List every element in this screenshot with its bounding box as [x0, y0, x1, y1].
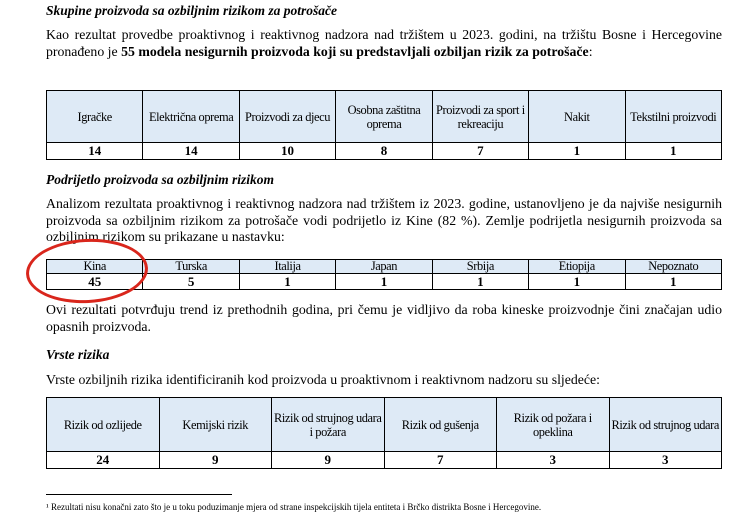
value-cell: 3 [609, 452, 722, 469]
footnote-divider [46, 494, 232, 495]
header-cell: Kemijski rizik [159, 398, 272, 452]
paragraph-origin-intro: Analizom rezultata proaktivnog i reaktivnog nadzora nad tržištem iz 2023. godine, ustanovljeno je da najviše nesigurnih proizvoda sa ozbiljnim rizikom za potrošače vodi podrijetlo iz Kine (82 %). Zemlje podrijetla nesigurnih proizvoda sa ozbiljnim rizikom su prikazane u nastavku: [46, 196, 722, 245]
header-cell: Rizik od strujnog udara [609, 398, 722, 452]
origin-table [46, 259, 722, 290]
header-cell: Tekstilni proizvodi [625, 91, 721, 143]
header-cell: Nepoznato [625, 260, 721, 274]
value-cell: 1 [625, 274, 721, 290]
value-cell: 1 [529, 274, 625, 290]
footnote: ¹ Rezultati nisu konačni zato što je u toku poduzimanje mjera od strane inspekcijskih tijela entiteta i Brčko distrikta Bosne i Hercegovine. [46, 502, 542, 512]
value-cell: 9 [159, 452, 272, 469]
product-groups-table [46, 90, 722, 160]
value-cell: 7 [384, 452, 497, 469]
value-cell: 7 [432, 143, 528, 160]
header-cell: Etiopija [529, 260, 625, 274]
table-value-row [47, 143, 722, 160]
value-cell: 1 [625, 143, 721, 160]
section-heading-risk-types: Vrste rizika [46, 347, 110, 362]
paragraph-product-groups-intro [46, 27, 722, 60]
header-cell: Italija [239, 260, 335, 274]
intro-bold-text: 55 modela nesigurnih proizvoda koji su predstavljali ozbiljan rizik za potrošače [121, 43, 589, 59]
header-cell: Rizik od strujnog udara i požara [272, 398, 385, 452]
header-cell: Rizik od gušenja [384, 398, 497, 452]
header-cell: Nakit [529, 91, 625, 143]
value-cell: 1 [239, 274, 335, 290]
paragraph-risk-types-intro: Vrste ozbiljnih rizika identificiranih kod proizvoda u proaktivnom i reaktivnom nadzoru su sljedeće: [46, 372, 600, 387]
value-cell: 24 [47, 452, 160, 469]
header-cell: Igračke [47, 91, 143, 143]
header-cell: Kina [47, 260, 143, 274]
header-cell: Japan [336, 260, 432, 274]
value-cell: 14 [143, 143, 239, 160]
intro-text: Kao rezultat provedbe proaktivnog i reaktivnog nadzora nad tržištem u 2023. godini, na tržištu Bosne i Hercegovine pronađeno je [46, 27, 722, 59]
risk-types-table [46, 397, 722, 469]
section-heading-origin: Podrijetlo proizvoda sa ozbiljnim rizikom [46, 172, 275, 187]
table-value-row [47, 452, 722, 469]
value-cell: 10 [239, 143, 335, 160]
table-header-row [47, 398, 722, 452]
value-cell: 14 [47, 143, 143, 160]
table-header-row [47, 91, 722, 143]
value-cell: 9 [272, 452, 385, 469]
value-cell: 45 [47, 274, 143, 290]
header-cell: Proizvodi za sport i rekreaciju [432, 91, 528, 143]
value-cell: 5 [143, 274, 239, 290]
value-cell: 8 [336, 143, 432, 160]
table-value-row [47, 274, 722, 290]
header-cell: Rizik od požara i opeklina [497, 398, 610, 452]
header-cell: Turska [143, 260, 239, 274]
paragraph-origin-outro: Ovi rezultati potvrđuju trend iz prethodnih godina, pri čemu je vidljivo da roba kineske proizvodnje čini značajan udio opasnih proizvoda. [46, 302, 722, 334]
header-cell: Proizvodi za djecu [239, 91, 335, 143]
value-cell: 1 [336, 274, 432, 290]
header-cell: Rizik od ozlijede [47, 398, 160, 452]
header-cell: Srbija [432, 260, 528, 274]
header-cell: Osobna zaštitna oprema [336, 91, 432, 143]
value-cell: 1 [432, 274, 528, 290]
intro-colon: : [588, 43, 593, 59]
value-cell: 3 [497, 452, 610, 469]
section-heading-product-groups: Skupine proizvoda sa ozbiljnim rizikom za potrošače [46, 3, 338, 18]
table-header-row [47, 260, 722, 274]
header-cell: Električna oprema [143, 91, 239, 143]
value-cell: 1 [529, 143, 625, 160]
